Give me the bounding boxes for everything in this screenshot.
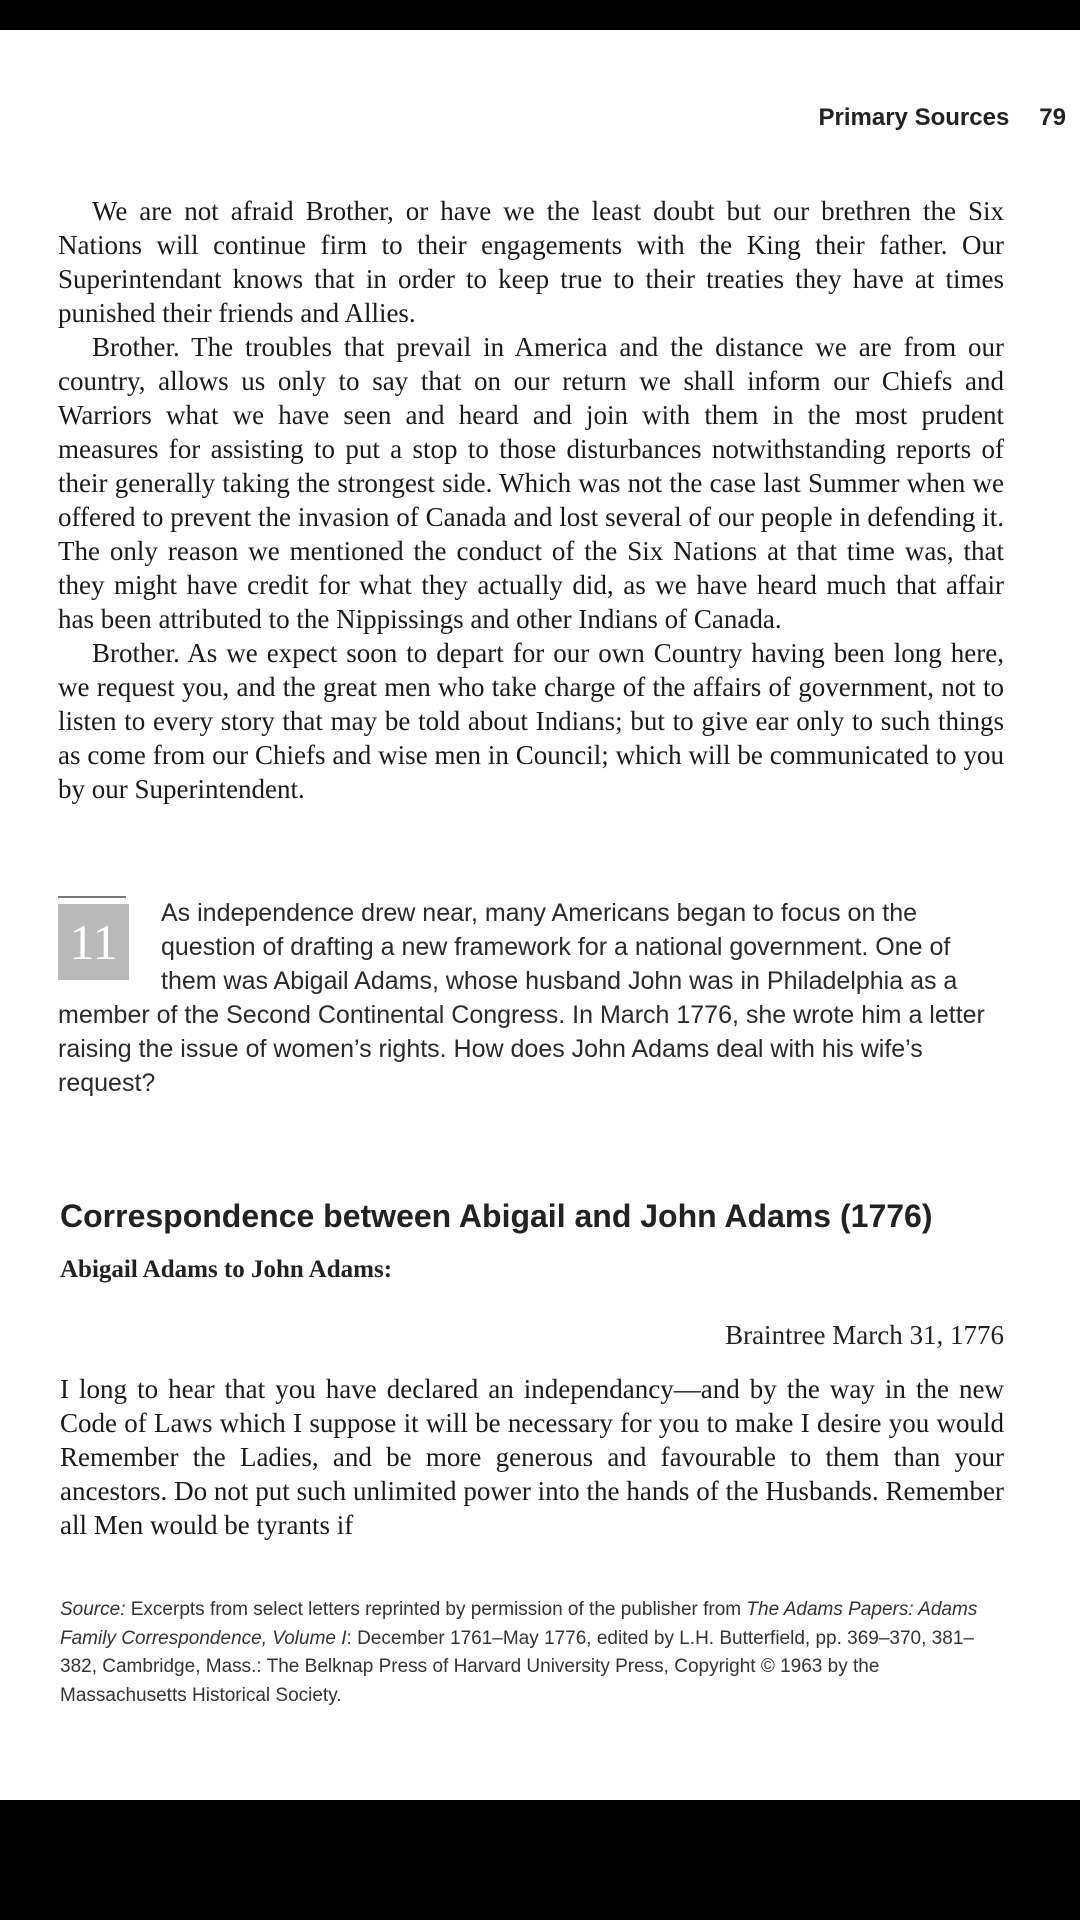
page-number: 79 xyxy=(1039,104,1066,131)
source-note xyxy=(60,1596,1006,1710)
document-number-badge: 11 xyxy=(58,904,129,980)
speech-text xyxy=(58,194,1004,806)
letter-text: I long to hear that you have declared an independancy—and by the way in the new Code of Laws which I suppose it will be necessary for you to make I desire you would Remember the Ladies, and be more generous and favourable to them than your ancestors. Do not put such unlimited power into the hands of the Husbands. Remember all Men would be tyrants if xyxy=(60,1374,1004,1540)
letter-heading: Abigail Adams to John Adams: xyxy=(60,1256,393,1283)
intro-text: As independence drew near, many Americans began to focus on the question of drafting a new framework for a national government. One of them was Abigail Adams, whose husband John was in Philadelphia as a member of the Second Continental Congress. In March 1776, she wrote him a letter raising the issue of women’s rights. How does John Adams deal with his wife’s request? xyxy=(58,899,985,1097)
document-intro xyxy=(58,896,1004,1100)
book-page xyxy=(0,30,1080,1800)
paragraph: Brother. The troubles that prevail in America and the distance we are from our country, allows us only to say that on our return we shall inform our Chiefs and Warriors what we have seen and heard and join with them in the most prudent measures for assisting to put a stop to those disturbances notwithstanding reports of their generally taking the strongest side. Which was not the case last Summer when we offered to prevent the invasion of Canada and lost several of our people in defending it. The only reason we mentioned the conduct of the Six Nations at that time was, that they might have credit for what they actually did, as we have heard much that affair has been attributed to the Nippissings and other Indians of Canada. xyxy=(58,332,1004,634)
source-label: Source: xyxy=(60,1599,126,1620)
source-details: : December 1761–May 1776, edited by L.H. Butterfield, pp. 369–370, 381–382, Cambridge, Mass.: The Belknap Press of Harvard University Press, Copyright © 1963 by the Massachusetts Historical Society. xyxy=(60,1627,974,1706)
source-title: The Adams Papers: Adams Family Correspondence, Volume I xyxy=(60,1599,978,1649)
section-title: Primary Sources xyxy=(818,104,1010,131)
running-header xyxy=(819,104,1066,132)
paragraph: Brother. As we expect soon to depart for our own Country having been long here, we request you, and the great men who take charge of the affairs of government, not to listen to every story that may be told about Indians; but to give ear only to such things as come from our Chiefs and wise men in Council; which will be communicated to you by our Superintendent. xyxy=(58,638,1004,804)
document-title: Correspondence between Abigail and John Adams (1776) xyxy=(60,1198,933,1234)
source-text: Excerpts from select letters reprinted by permission of the publisher from xyxy=(125,1599,747,1620)
letter-date: Braintree March 31, 1776 xyxy=(725,1320,1004,1350)
paragraph: We are not afraid Brother, or have we the least doubt but our brethren the Six Nations will continue firm to their engagements with the King their father. Our Superintendant knows that in order to keep true to their treaties they have at times punished their friends and Allies. xyxy=(58,196,1004,328)
